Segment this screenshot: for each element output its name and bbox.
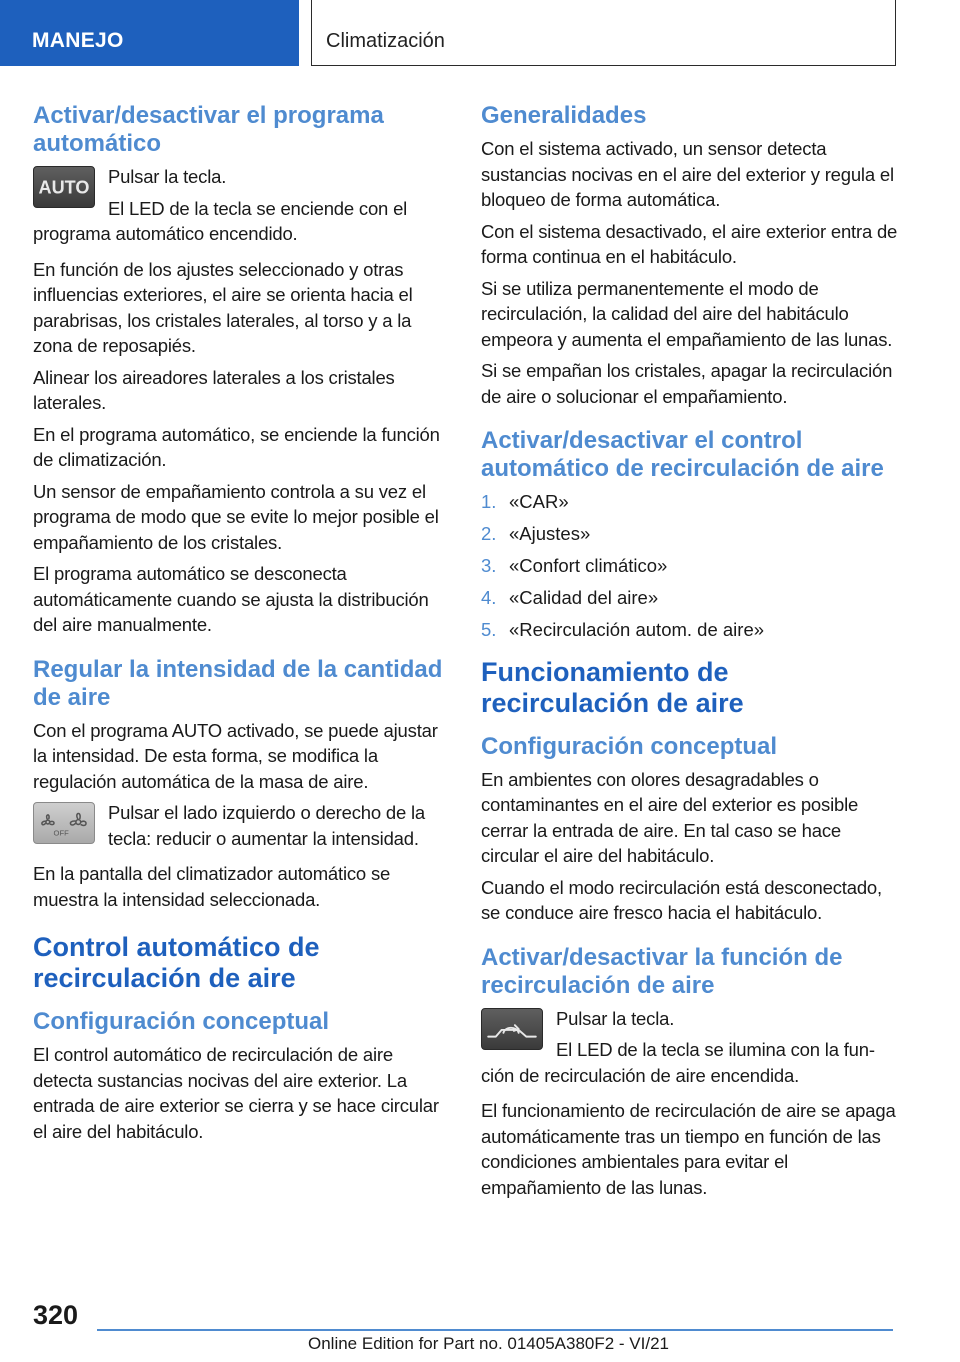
heading-concept-left: Configuración conceptual (33, 1008, 330, 1035)
edition-note: Online Edition for Part no. 01405A380F2 - VI/21 (308, 1334, 670, 1353)
list-item: 1. «CAR» (481, 491, 569, 512)
menu-path-list (481, 489, 901, 643)
chapter-title: Climatización (326, 30, 445, 52)
auto-paragraph-5: El programa automático se desconecta automáticamente cuando se ajusta la distribución del aire manualmente. (33, 563, 429, 635)
chapter-tab (311, 0, 896, 66)
heading-activate-function: Activar/desactivar la función de recirculación de aire (481, 943, 843, 999)
recirculation-key-block (481, 1006, 901, 1089)
fan-intensity-icon (33, 802, 95, 844)
auto-paragraph-2: Alinear los aireadores laterales a los cristales laterales. (33, 366, 395, 413)
section-tab (0, 0, 299, 66)
concept-paragraph-right-2: Cuando el modo recirculación está desconectado, se conduce aire fresco hacia el habitáculo. (481, 876, 882, 923)
auto-paragraph-3: En el programa automático, se enciende la función de climatización. (33, 423, 440, 470)
concept-paragraph-left: El control automático de recirculación de aire detecta sustancias nocivas del aire exterior. La entrada de aire exterior se cierra y se hace circular el aire del habitáculo. (33, 1044, 439, 1142)
heading-air-intensity: Regular la intensidad de la cantidad de aire (33, 655, 443, 711)
left-column (33, 102, 453, 1150)
list-item: 4. «Calidad del aire» (481, 587, 659, 608)
heading-auto-program: Activar/desactivar el programa automático (33, 102, 384, 157)
concept-paragraph-right-1: En ambientes con olores desagradables o contaminantes en el aire del exterior es posible cerrar la entrada de aire. En tal caso se hace circular el aire del habitáculo. (481, 768, 859, 866)
auto-led-line2: programa automático encendido. (33, 223, 298, 244)
list-item: 5. «Recirculación autom. de aire» (481, 619, 765, 640)
auto-key-text: AUTO (38, 177, 90, 198)
heading-auto-recirculation: Control automático de recirculación de aire (33, 932, 320, 993)
recirculation-icon (481, 1008, 543, 1050)
recirculation-paragraph-3: El funcionamiento de recirculación de aire se apaga automáticamente tras un tiempo en función de las condiciones ambientales para evitar el empañamiento de las lunas. (481, 1100, 896, 1198)
auto-instruction: Pulsar la tecla. (108, 166, 227, 187)
footer-divider (97, 1329, 893, 1331)
auto-paragraph-4: Un sensor de empañamiento controla a su vez el programa de modo que se evite lo mejor posible el empañamiento de los cristales. (33, 480, 439, 553)
general-paragraph-2: Con el sistema desactivado, el aire exterior entra de forma continua en el habitáculo. (481, 220, 898, 267)
intensity-paragraph-3: En la pantalla del climatizador automático se muestra la intensidad seleccionada. (33, 863, 391, 910)
recirculation-led-line2: ción de recirculación de aire encendida. (481, 1064, 800, 1086)
heading-recirculation-function: Funcionamiento de recirculación de aire (481, 656, 744, 718)
general-paragraph-4: Si se empañan los cristales, apagar la recirculación de aire o solucionar el empañamiento. (481, 360, 893, 407)
general-paragraph-1: Con el sistema activado, un sensor detecta sustancias nocivas en el aire del exterior y regula el bloqueo de forma automática. (481, 138, 894, 210)
right-column (481, 102, 901, 1206)
auto-key-icon (33, 166, 95, 208)
section-title: MANEJO (32, 29, 124, 52)
intensity-key-block (33, 800, 453, 851)
page-number: 320 (33, 1300, 79, 1330)
auto-key-block (33, 164, 453, 247)
heading-concept-right: Configuración conceptual (481, 732, 778, 760)
intensity-instruction: Pulsar el lado izquierdo o derecho de la tecla: reducir o aumentar la intensidad. (108, 802, 425, 849)
recirculation-instruction: Pulsar la tecla. (556, 1007, 675, 1029)
general-paragraph-3: Si se utiliza permanentemente el modo de recirculación, la calidad del aire del habitáculo empeora y aumenta el empañamiento de las lunas. (481, 277, 893, 350)
auto-paragraph-1: En función de los ajustes seleccionado y otras influencias exteriores, el aire se orienta hacia el parabrisas, los cristales laterales, al torso y a la zona de reposapiés. (33, 258, 413, 356)
list-item: 2. «Ajustes» (481, 523, 591, 544)
list-item: 3. «Confort climático» (481, 555, 668, 576)
intensity-paragraph-1: Con el programa AUTO activado, se puede ajustar la intensidad. De esta forma, se modifica la regulación automática de la masa de aire. (33, 719, 438, 792)
heading-general: Generalidades (481, 102, 647, 129)
auto-led-line1: El LED de la tecla se enciende con el (108, 197, 408, 219)
heading-activate-control: Activar/desactivar el control automático de recirculación de aire (481, 427, 884, 482)
recirculation-led-line1: El LED de la tecla se ilumina con la fun- (556, 1039, 875, 1060)
fan-off-label: OFF (53, 828, 69, 838)
